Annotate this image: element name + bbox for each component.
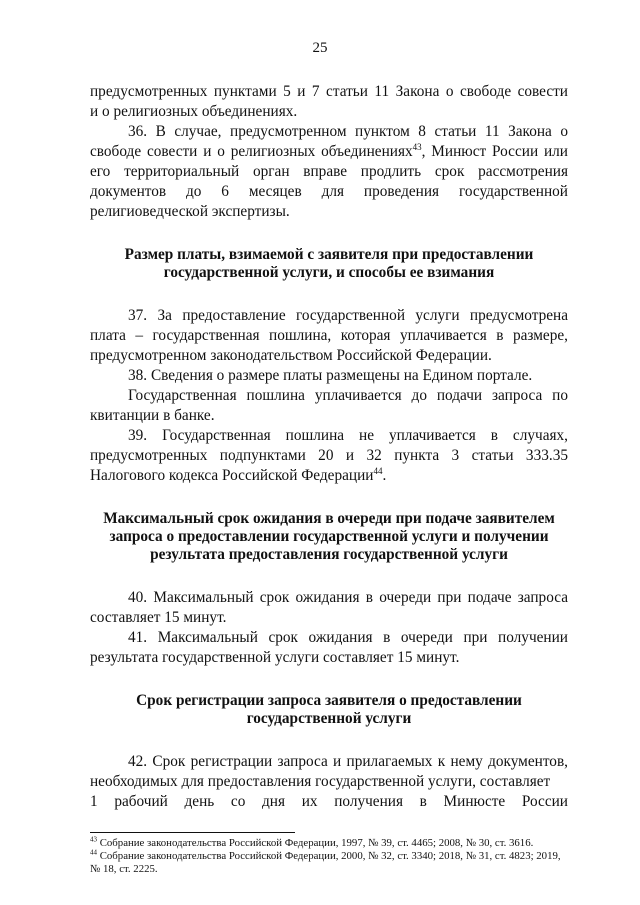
paragraph-39-text-a: 39. Государственная пошлина не уплачивается в случаях, предусмотренных подпунктами 20 и 32 пункта 3 статьи 333.35 Налогового кодекса Российской Федерации — [90, 427, 568, 484]
section-heading-queue-line2: запроса о предоставлении государственной услуги и получении — [109, 528, 549, 545]
footnote-ref-44: 44 — [373, 465, 383, 476]
paragraph-38: 38. Сведения о размере платы размещены на Едином портале. — [128, 367, 533, 384]
footnote-44-text: Собрание законодательства Российской Федерации, 2000, № 32, ст. 3340; 2018, № 31, ст. 4823; 2019, № 18, ст. 2225. — [90, 850, 561, 875]
page-body — [90, 82, 568, 876]
footnote-44-number: 44 — [90, 848, 97, 857]
section-heading-queue — [90, 510, 568, 564]
paragraph-42-continued: 1 рабочий день со дня их получения в Минюсте России — [90, 793, 568, 810]
footnote-divider — [90, 832, 295, 833]
paragraph-41: 41. Максимальный срок ожидания в очереди при получении результата государственной услуги составляет 15 минут. — [90, 629, 568, 666]
paragraph-36-text-b: , Минюст России или его территориальный орган вправе продлить срок рассмотрения документов до 6 месяцев для проведения государственной религиоведческой экспертизы. — [90, 143, 568, 220]
section-heading-fee-line2: государственной услуги, и способы ее взимания — [163, 264, 495, 281]
section-heading-fee-line1: Размер платы, взимаемой с заявителя при предоставлении — [124, 246, 534, 263]
footnote-43-text: Собрание законодательства Российской Федерации, 1997, № 39, ст. 4465; 2008, № 30, ст. 3616. — [97, 837, 534, 849]
paragraph-39-text-b: . — [382, 467, 387, 484]
paragraph-continuation-line2: и о религиозных объединениях. — [90, 103, 298, 120]
section-heading-registration-line1: Срок регистрации запроса заявителя о предоставлении — [136, 692, 522, 709]
footnote-44 — [90, 850, 568, 876]
section-heading-fee — [90, 246, 568, 282]
paragraph-42: 42. Срок регистрации запроса и прилагаемых к нему документов, необходимых для предоставления государственной услуги, составляет — [90, 753, 568, 790]
footnote-ref-43: 43 — [412, 141, 422, 152]
section-heading-queue-line1: Максимальный срок ожидания в очереди при подаче заявителем — [103, 510, 555, 527]
paragraph-38-duty: Государственная пошлина уплачивается до подачи запроса по квитанции в банке. — [90, 387, 568, 424]
paragraph-37: 37. За предоставление государственной услуги предусмотрена плата – государственная пошлина, которая уплачивается в размере, предусмотренном законодательством Российской Федерации. — [90, 307, 568, 364]
paragraph-39 — [90, 426, 568, 486]
footnote-43-number: 43 — [90, 835, 97, 844]
page-number: 25 — [312, 40, 328, 56]
section-heading-registration-line2: государственной услуги — [246, 710, 412, 727]
section-heading-queue-line3: результата предоставления государственной услуги — [150, 546, 508, 563]
paragraph-36 — [90, 122, 568, 222]
section-heading-registration — [90, 692, 568, 728]
paragraph-continuation-line1: предусмотренных пунктами 5 и 7 статьи 11 Закона о свободе совести — [90, 83, 568, 100]
footnote-43 — [90, 837, 568, 850]
paragraph-36-text-a: 36. В случае, предусмотренном пунктом 8 статьи 11 Закона о свободе совести и о религиозных объединениях — [90, 123, 568, 160]
paragraph-40: 40. Максимальный срок ожидания в очереди при подаче запроса составляет 15 минут. — [90, 589, 568, 626]
